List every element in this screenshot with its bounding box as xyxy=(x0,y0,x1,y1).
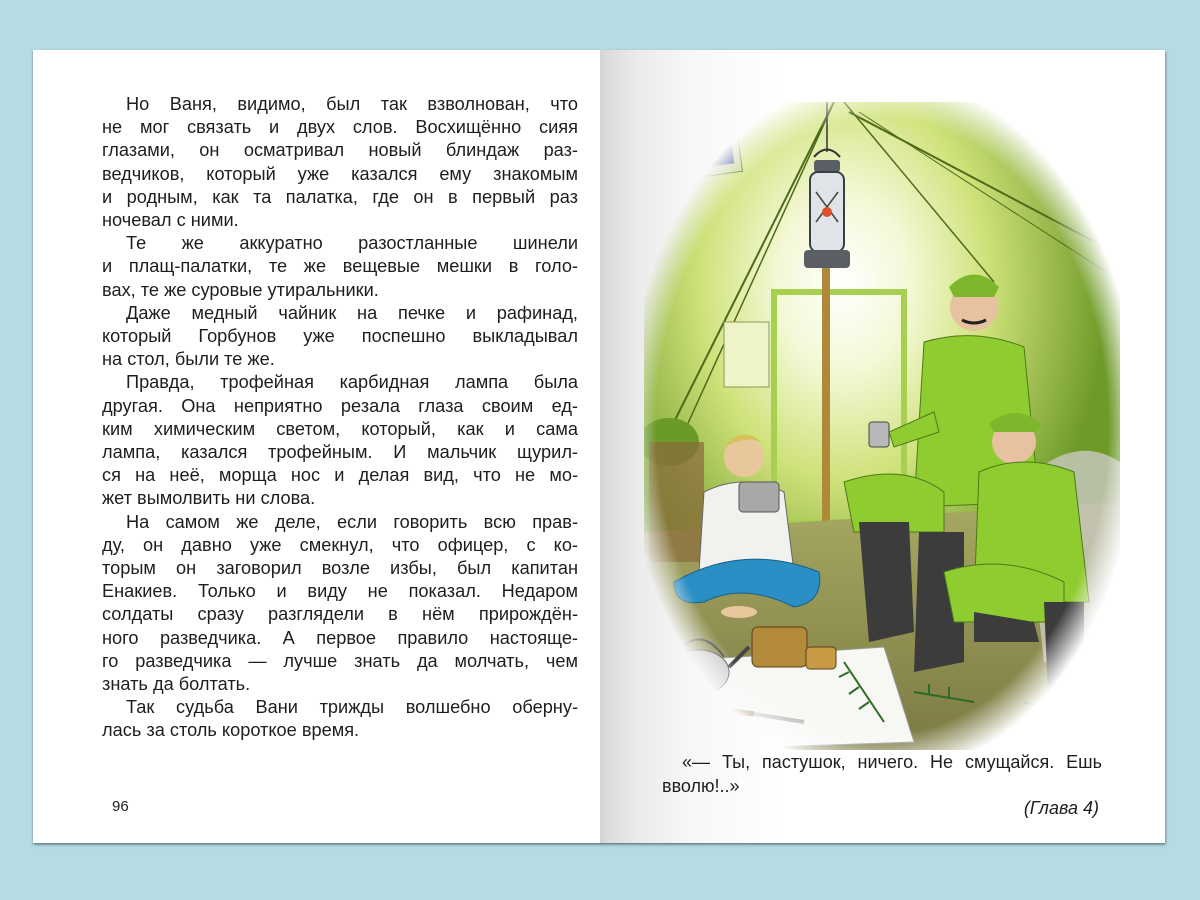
text-line: знать да болтать. xyxy=(102,674,251,695)
text-line: и плащ-палатки, те же вещевые мешки в голо- xyxy=(102,256,578,277)
text-line: торым он заговорил возле избы, был капитан xyxy=(102,558,578,579)
text-line: го разведчика — лучше знать да молчать, чем xyxy=(102,650,578,671)
text-line: лась за столь короткое время. xyxy=(102,720,360,741)
text-line: солдаты сразу разглядели в нём прирождён- xyxy=(102,604,578,625)
text-line: на стол, были те же. xyxy=(102,349,275,370)
text-line: ного разведчика. А первое правило настояще- xyxy=(102,627,578,648)
text-line: вах, те же суровые утиральники. xyxy=(102,279,379,300)
text-line: ся на неё, морща нос и делая вид, что не мо- xyxy=(102,465,578,486)
text-line: ночевал с ними. xyxy=(102,210,239,231)
book-spread xyxy=(33,50,1165,843)
text-line: лампа, казался трофейным. И мальчик щурил- xyxy=(102,442,578,463)
text-line: Так судьба Вани трижды волшебно оберну- xyxy=(126,697,578,718)
text-line: другая. Она неприятно резала глаза своим ед- xyxy=(102,395,578,416)
text-line: который Горбунов уже поспешно выкладывал xyxy=(102,326,578,347)
text-line: На самом же деле, если говорить всю прав- xyxy=(126,511,578,532)
text-line: Те же аккуратно разостланные шинели xyxy=(126,233,578,254)
illustration-caption xyxy=(662,750,1102,798)
caption-line: вволю!..» xyxy=(662,776,740,796)
illustration-tent-scene xyxy=(644,102,1120,750)
text-line: Даже медный чайник на печке и рафинад, xyxy=(126,302,578,323)
text-line: Енакиев. Только и виду не показал. Недаром xyxy=(102,581,578,602)
text-line: и родным, как та палатка, где он в первый раз xyxy=(102,186,578,207)
text-line: не мог связать и двух слов. Восхищённо сияя xyxy=(102,117,578,138)
page-number: 96 xyxy=(112,798,129,815)
text-line: жет вымолвить ни слова. xyxy=(102,488,316,509)
text-line: Правда, трофейная карбидная лампа была xyxy=(126,372,578,393)
caption-line: «— Ты, пастушок, ничего. Не смущайся. Ешь xyxy=(682,752,1102,772)
right-page xyxy=(600,50,1165,843)
chapter-reference: (Глава 4) xyxy=(1023,798,1099,818)
text-line: ду, он давно уже смекнул, что офицер, с ко- xyxy=(102,534,578,555)
left-page xyxy=(33,50,600,843)
text-line: глазами, он осматривал новый блиндаж раз- xyxy=(102,140,578,161)
text-line: ведчиков, который уже казался ему знакомым xyxy=(102,163,578,184)
text-line: Но Ваня, видимо, был так взволнован, что xyxy=(126,94,578,114)
text-line: ким химическим светом, который, как и сама xyxy=(102,418,578,439)
body-text xyxy=(102,93,578,743)
